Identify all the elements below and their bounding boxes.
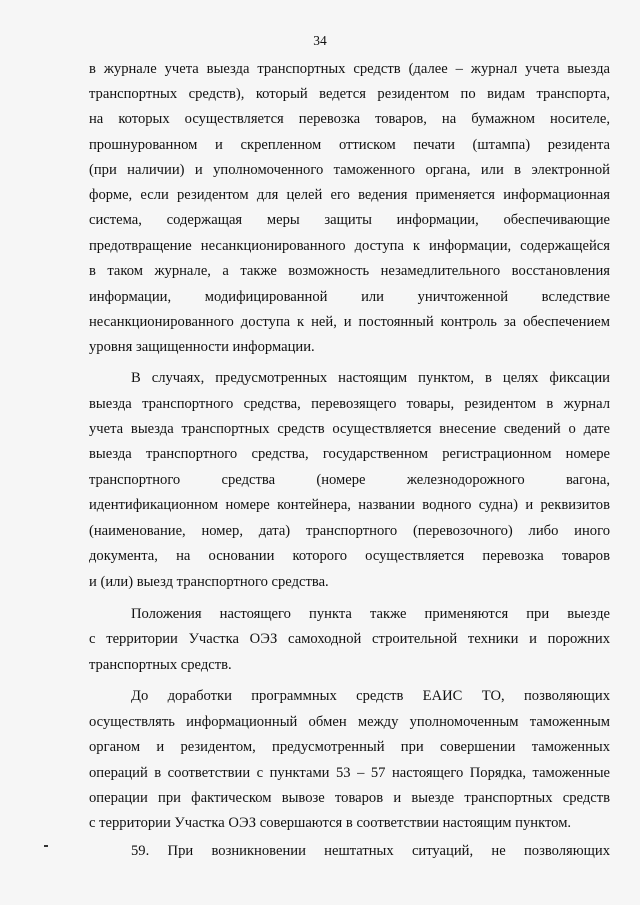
text-line: и (или) выезд транспортного средства.	[89, 574, 329, 590]
paragraph-first-line: 59. При возникновении нештатных ситуаций, не позволяющих	[131, 843, 610, 859]
text-line: выезда транспортного средства, государственном регистрационном номере	[89, 446, 610, 462]
text-line: система, содержащая меры защиты информации, обеспечивающие	[89, 212, 610, 228]
text-line: документа, на основании которого осуществляется перевозка товаров	[89, 548, 610, 564]
text-line: прошнурованном и скрепленном оттиском печати (штампа) резидента	[89, 137, 610, 153]
text-line: (наименование, номер, дата) транспортного (перевозочного) либо иного	[89, 523, 610, 539]
text-line: учета выезда транспортных средств осуществляется внесение сведений о дате	[89, 421, 610, 437]
text-line: на которых осуществляется перевозка товаров, на бумажном носителе,	[89, 111, 610, 127]
text-line: операции при фактическом вывозе товаров и выезде транспортных средств	[89, 790, 610, 806]
text-line: в журнале учета выезда транспортных средств (далее – журнал учета выезда	[89, 61, 610, 77]
text-line: информации, модифицированной или уничтоженной вследствие	[89, 289, 610, 305]
text-line: с территории Участка ОЭЗ совершаются в соответствии настоящим пунктом.	[89, 815, 572, 831]
text-line: органом и резидентом, предусмотренный при совершении таможенных	[89, 739, 610, 755]
text-line: осуществлять информационный обмен между уполномоченным таможенным	[89, 714, 610, 730]
text-line: идентификационном номере контейнера, названии водного судна) и реквизитов	[89, 497, 610, 513]
text-line: выезда транспортного средства, перевозящего товары, резидентом в журнал	[89, 396, 610, 412]
text-line: в таком журнале, а также возможность незамедлительного восстановления	[89, 263, 610, 279]
text-line: уровня защищенности информации.	[89, 339, 315, 355]
paragraph-first-line: До доработки программных средств ЕАИС ТО, позволяющих	[131, 688, 610, 704]
text-line: транспортного средства (номере железнодорожного вагона,	[89, 472, 610, 488]
scan-mark	[44, 845, 48, 847]
text-line: с территории Участка ОЭЗ самоходной строительной техники и порожних	[89, 631, 610, 647]
text-line: предотвращение несанкционированного доступа к информации, содержащейся	[89, 238, 610, 254]
paragraph-first-line: Положения настоящего пункта также применяются при выезде	[131, 606, 610, 622]
text-line: несанкционированного доступа к ней, и постоянный контроль за обеспечением	[89, 314, 610, 330]
text-line: операций в соответствии с пунктами 53 – 57 настоящего Порядка, таможенные	[89, 765, 610, 781]
text-line: транспортных средств), который ведется резидентом по видам транспорта,	[89, 86, 610, 102]
paragraph-first-line: В случаях, предусмотренных настоящим пунктом, в целях фиксации	[131, 370, 610, 386]
text-line: (при наличии) и уполномоченного таможенного органа, или в электронной	[89, 162, 610, 178]
page-number: 34	[313, 33, 327, 48]
text-line: форме, если резидентом для целей его ведения применяется информационная	[89, 187, 610, 203]
text-line: транспортных средств.	[89, 657, 232, 673]
